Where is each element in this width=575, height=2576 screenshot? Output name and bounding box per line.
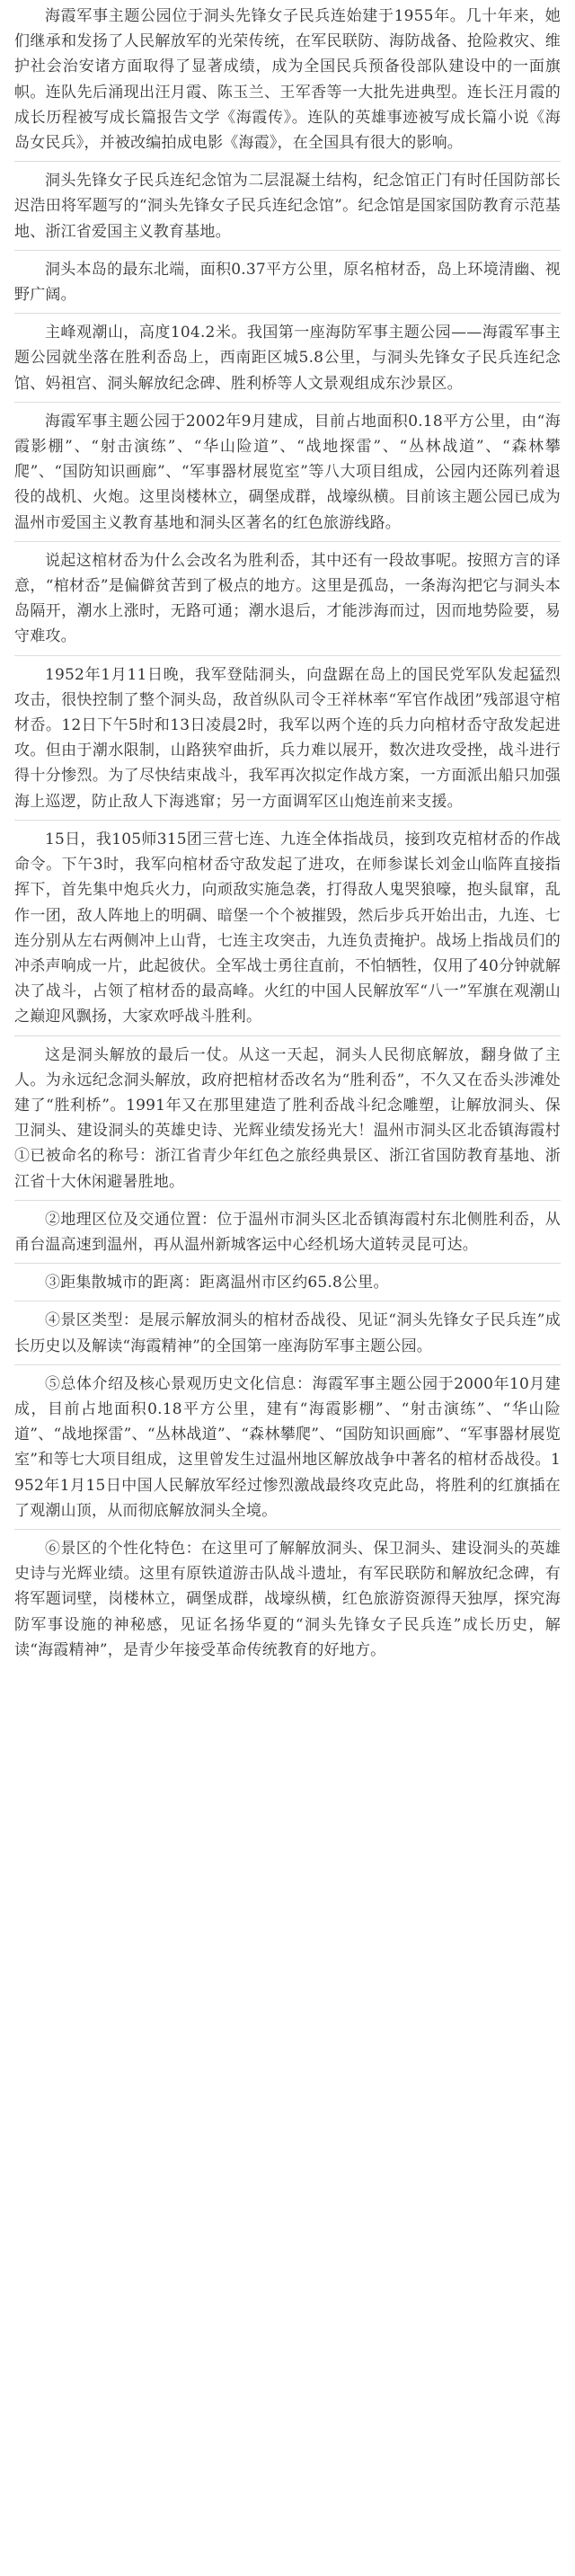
divider	[14, 161, 561, 162]
paragraph-location-transport: ②地理区位及交通位置：位于温州市洞头区北岙镇海霞村东北侧胜利岙，从甬台温高速到温州，再从温州新城客运中心经机场大道转灵昆可达。	[14, 1210, 561, 1254]
paragraph-features: ⑥景区的个性化特色：在这里可了解解放洞头、保卫洞头、建设洞头的英雄史诗与光辉业绩。这里有原铁道游击队战斗遗址，有军民联防和解放纪念碑，有将军题词壁，岗楼林立，碉堡成群，战壕纵横，红色旅游资源得天独厚，探究海防军事设施的神秘感，见证名扬华夏的“洞头先锋女子民兵连”成长历史，解读“海霞精神”，是青少年接受革命传统教育的好地方。	[14, 1539, 561, 1659]
paragraph-memorial-hall: 洞头先锋女子民兵连纪念馆为二层混凝土结构，纪念馆正门有时任国防部长迟浩田将军题写的“洞头先锋女子民兵连纪念馆”。纪念馆是国家国防教育示范基地、浙江省爱国主义教育基地。	[14, 172, 561, 241]
divider	[14, 1200, 561, 1201]
paragraph-park-facilities: 海霞军事主题公园于2002年9月建成，目前占地面积0.18平方公里，由“海霞影棚”、“射击演练”、“华山险道”、“战地探雷”、“丛林战道”、“森林攀爬”、“国防知识画廊”、“军事器材展览室”等八大项目组成，公园内还陈列着退役的战机、火炮。这里岗楼林立，碉堡成群，战壕纵横。目前该主题公园已成为温州市爱国主义教育基地和洞头区著名的红色旅游线路。	[14, 412, 561, 532]
divider	[14, 402, 561, 403]
divider	[14, 313, 561, 314]
divider	[14, 1529, 561, 1530]
paragraph-name-origin: 说起这棺材岙为什么会改名为胜利岙，其中还有一段故事呢。按照方言的译意，“棺材岙”是偏僻贫苦到了极点的地方。这里是孤岛，一条海沟把它与洞头本岛隔开，潮水上涨时，无路可通；潮水退后，才能涉海而过，因而地势险要，易守难攻。	[14, 551, 561, 646]
paragraph-militia-company-history: 海霞军事主题公园位于洞头先锋女子民兵连始建于1955年。几十年来，她们继承和发扬了人民解放军的光荣传统，在军民联防、海防战备、抢险救灾、维护社会治安诸方面取得了显著成绩，成为全国民兵预备役部队建设中的一面旗帜。连队先后涌现出汪月霞、陈玉兰、王军香等一大批先进典型。连长汪月霞的成长历程被写成长篇报告文学《海霞传》。连队的英雄事迹被写成长篇小说《海岛女民兵》，并被改编拍成电影《海霞》，在全国具有很大的影响。	[14, 7, 561, 153]
divider	[14, 1364, 561, 1365]
divider	[14, 820, 561, 821]
paragraph-overview-culture: ⑤总体介绍及核心景观历史文化信息：海霞军事主题公园于2000年10月建成，目前占地面积0.18平方公里，建有“海霞影棚”、“射击演练”、“华山险道”、“战地探雷”、“丛林战道”、“森林攀爬”、“国防知识画廊”、“军事器材展览室”和等七大项目组成，这里曾发生过温州地区解放战争中著名的棺材岙战役。1952年1月15日中国人民解放军经过惨烈激战最终攻克此岛，将胜利的红旗插在了观潮山顶，从而彻底解放洞头全境。	[14, 1374, 561, 1520]
divider	[14, 541, 561, 542]
paragraph-scenic-type: ④景区类型：是展示解放洞头的棺材岙战役、见证“洞头先锋女子民兵连”成长历史以及解读“海霞精神”的全国第一座海防军事主题公园。	[14, 1311, 561, 1355]
divider	[14, 1035, 561, 1036]
paragraph-distance: ③距集散城市的距离：距离温州市区约65.8公里。	[45, 1274, 389, 1292]
divider	[14, 655, 561, 656]
paragraph-battle-assault: 15日，我105师315团三营七连、九连全体指战员，接到攻克棺材岙的作战命令。下午3时，我军向棺材岙守敌发起了进攻，在师参谋长刘金山临阵直接指挥下，首先集中炮兵火力，向顽敌实施急袭，打得敌人鬼哭狼嚎，抱头鼠窜，乱作一团，敌人阵地上的明碉、暗堡一个个被摧毁，然后步兵开始出击，九连、七连分别从左右两侧冲上山背，七连主攻突击，九连负责掩护。战场上指战员们的冲杀声响成一片，此起彼伏。全军战士勇往直前，不怕牺牲，仅用了40分钟就解决了战斗，占领了棺材岙的最高峰。火红的中国人民解放军“八一”军旗在观潮山之巅迎风飘扬，大家欢呼战斗胜利。	[14, 830, 561, 1026]
paragraph-battle-1952: 1952年1月11日晚，我军登陆洞头，向盘踞在岛上的国民党军队发起猛烈攻击，很快控制了整个洞头岛，敌首纵队司令王祥林率“军官作战团”残部退守棺材岙。12日下午5时和13日凌晨2时，我军以两个连的兵力向棺材岙守敌发起进攻。但由于潮水限制，山路狭窄曲折，兵力难以展开，数次进攻受挫，战斗进行得十分惨烈。为了尽快结束战斗，我军再次拟定作战方案，一方面派出船只加强海上巡逻，防止敌人下海逃窜；另一方面调军区山炮连前来支援。	[14, 665, 561, 811]
divider	[14, 1263, 561, 1264]
paragraph-liberation-honors: 这是洞头解放的最后一仗。从这一天起，洞头人民彻底解放，翻身做了主人。为永远纪念洞头解放，政府把棺材岙改名为“胜利岙”，不久又在岙头涉滩处建了“胜利桥”。1991年又在那里建造了胜利岙战斗纪念雕塑，让解放洞头、保卫洞头、建设洞头的英雄史诗、光辉业绩发扬光大！温州市洞头区北岙镇海霞村①已被命名的称号：浙江省青少年红色之旅经典景区、浙江省国防教育基地、浙江省十大休闲避暑胜地。	[14, 1045, 561, 1191]
paragraph-island-overview: 洞头本岛的最东北端，面积0.37平方公里，原名棺材岙，岛上环境清幽、视野广阔。	[14, 260, 561, 305]
paragraph-main-peak: 主峰观潮山，高度104.2米。我国第一座海防军事主题公园——海霞军事主题公园就坐落在胜利岙岛上，西南距区城5.8公里，与洞头先锋女子民兵连纪念馆、妈祖宫、洞头解放纪念碑、胜利桥等人文景观组成东沙景区。	[14, 324, 561, 393]
divider	[14, 250, 561, 251]
